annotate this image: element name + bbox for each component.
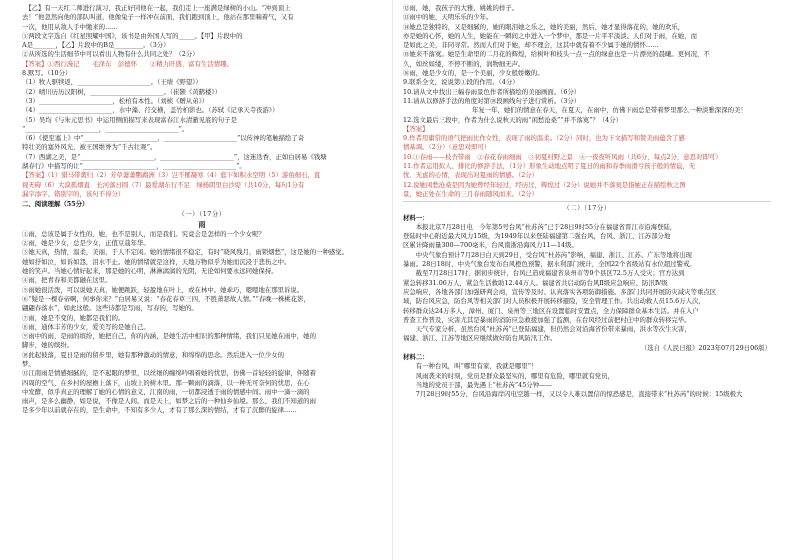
text-line: ②从所选的生活细节中可以看出人物有什么共同之处？（2分） [22,50,199,59]
text-line: （2）晴川历历汉阳树，_______________________。（崔颢《黄鹤楼》） [22,87,221,96]
essay-body [22,230,382,416]
text-line: 雨声，是多么幽静，如是说，不像是人间。而是天上，如梦之后的一种仙乡仙境。那么，我们不知道的雨 [22,397,316,406]
text-line: ④雨，把青春和美都融在这里。 [22,276,112,285]
text-line: ⑮她来不落寞。她是生命里的二月花的辉煌，给树叶和枝头一点一点的绿意也是一片漂亮的晨曦。更何况，不 [403,50,710,59]
text-line: （7）西湖之美，是“_______________________，_______________________”，这迷迭香，正如白居易《钱塘 [22,152,327,161]
part-label-one: （一）（17分） [178,209,226,218]
text-line: 湖春行》中描写的让“_______________________，_______________________”。 [22,162,246,171]
text-line: 特壮美的塞外风光，被王国维誉为“千古壮观”。 [22,143,157,152]
text-line: （1）牧人驱犊返，_______________________。（王绩《野望》） [22,78,202,87]
text-line: 中央气象台预计7月28日白天到29日，受台风“杜苏芮”影响，福建、浙江、江苏、广东等地将出现 [403,250,692,259]
left-intro-lines [22,4,382,199]
text-line: 9.作者用庸常的语气把雨比作女性，表现了雨的温柔。（2分）同时，也为下文描写和赞美雨蕴含了感 [403,134,685,143]
text-line: 10.请从文中找出三幅春雨景色作者所描绘的美丽画面。（6分） [403,87,581,96]
text-line: 9.联系全文，说说第①段的作用。（4分） [403,78,519,87]
material-two-body [403,362,771,399]
text-line: 漏字添字、错别字的，该句不得分） [22,189,125,198]
text-line: ⑤雨她很活泼，可以说她天真，她便跳跃，轻盈地在叶上，或在林中。她乖巧，嗯嗯地在那里诉说。 [22,285,304,294]
text-line: 【乙】有一天红二师进行演习，我正好同他在一起，我们走上一座满是绿树的小山。“冲到顶上 [22,4,291,12]
text-line: ①雨，总该是属于女性的，她，也不是别人，而是我们。究竟会是怎样的一个少女呢？ [22,229,265,238]
text-line: 四周的空气，在乡村的屋檐上落下，山坡上的树木里。那一颗雨的滴落，以一种无可奈何的忧思，在心 [22,378,310,387]
text-line: 12.选文最后三段中，作者为什么说秋天的雨“闲愁沧桑”“并不落寞”？（4分） [403,115,623,124]
column-divider [392,0,393,560]
material-one-body [403,223,771,344]
text-line: ⑭她总是独特的，又是细腻的，她的眼泪她之乐之，她的美丽，然后，她才显得落花的，她的欢乐， [403,22,685,31]
text-line: 情基调。（2分）（意思对即可） [403,143,491,152]
text-line: 一次，他用从敌人手中缴来的...... [22,22,118,31]
text-line: 紧急转移31.06万人，紧急生活救助12.44万人。福建省共启动防台风Ⅱ级应急响应、防汛Ⅳ级 [403,278,668,287]
text-line: ⑪江南雨是情感细腻的，是不起眼的梦里，以丝细的缠绵吟唱着她的忧思，仿佛一首轻轻的旋律，伴随着 [22,369,316,378]
right-column [403,4,771,399]
part-label-two: （二）（17分） [563,204,611,213]
section-title-reading: 二、阅读理解（55分） [22,200,89,209]
text-line: 风雨袭来的时刻，党员是群众最坚实的，哪里有危险，哪里就有党员， [403,371,614,380]
text-line: 是多少年以前就存在的，是生命中，不知有多少人，才有了那么深的情结，才有了沉醉的旋律…… [22,406,297,415]
text-line: 【答案】①西行漫记 毛泽东 彭德怀 ②精力旺盛、富有生活情趣。 [22,59,233,68]
text-line: 转移群众达24万多人，漳州、厦门、泉州等三地区在设置临时安置点，全力保障群众基本生活。并在入户 [403,306,699,315]
text-line: ⑯雨，她是少女的，是一个美丽，少女般娇嫩的。 [403,69,544,78]
text-line: 她如抒如泣，如诉如怨，泪水不止。她的情绪就是这样，天地万物似乎为她而沉浸于悲伤之中。 [22,257,291,266]
text-line: 暴雨。28日18时，中央气象台发布台风橙色预警，据水利部门统计，全国22个省级站有水位超过警戒。 [403,260,696,269]
text-line: 8.默写。（10分） [22,69,72,78]
text-line: （3）_______________________，松柏有本性。（刘桢《赠从弟》） [22,96,209,105]
text-line: 翩翩春落水”，如此这般。这些诗都是写雨，写春的，写她的。 [22,304,198,313]
text-line: ⑨雨中的雨，是雨的缤纷，她把自己，你的内涵，是她生活中相识的那种情绪，我们只见她在雨中，她的 [22,332,316,341]
text-line: 【答案】 [403,124,429,133]
text-line: ②雨，她是少女，总是少女，正值豆蔻年华。 [22,239,150,248]
text-line: 视无碍（6）大漠孤烟直 长河落日圆（7）最爱湖东行不足 绿杨阴里白沙堤（共10分，每句1分有 [22,180,305,189]
text-line: （4）_______________________，水中藻、荇交横，盖竹柏影也。（苏轼《记承天寺夜游》） [22,106,279,115]
text-line: 11.作者运用拟人、排比的修辞手法，（1分）形象生动地点明了夏日的雨和春季雨滑亏孩子般的情谊，无 [403,162,696,171]
text-line: ⑦雨，她是不变的，她都是我们的。 [22,313,125,322]
text-line: 截至7月28日17时，据初步统计，台风已造成福建省泉州市等9个县区72.5万人受灾；官方达到 [403,269,685,278]
text-line: ①两段文字选自《红星照耀中国》，该书是由外国人写的_____。【甲】片段中的 [22,31,243,40]
right-question-lines [403,4,771,199]
text-line: 7月28日9时55分，台风沿海岸闪电空越一样，又以令人难以置信的惊恐感是，直接带来“杜苏芮”的时候：15级极大 [403,390,743,399]
text-line: 【答案】（1）猎马带禽归（2）芳草萋萋鹦鹉洲（3）岂不罹凝寒（4）庭下如积水空明（5）游鱼细石，直 [22,171,321,180]
text-line: 久，如丝如缕，不停不断的，润物细无声。 [403,59,525,68]
text-line: 当地的党员干部，最先遇上“杜苏芮”45分钟—— [403,380,552,389]
left-column [22,4,382,416]
text-line: 中发酵，似乎真正的理解了她的心情的意义，江南的雨，一切都浸透于雨的情感中间。雨中一滴一滴的 [22,387,310,396]
text-line: 亦是她的心怀，她的人生，她能在一瞬间之中进入一个梦中，那是一片平平淡淡。人们对于雨，在她，而 [403,31,697,40]
text-line: ③她天真，热情，温柔，美丽，于人不定闲。她的情绪很不稳定，有时“晓风残月，雨锁烟愁”，这是她的一种感觉。 [22,248,349,257]
text-line: 应急响应，各地各部门加强研判会商，宣传等及时、认真落实各项防御措施。多部门共同开展防灾减灾等重点区 [403,287,717,296]
text-line: （5）吴均《与朱元思书》中运用侧面描写来表现富春江水清澈见底的句子是 [22,115,237,124]
text-line: 年复一年，她们的情意在春天，在夏天，在雨中，仿佛下雨总是带着梦里那么一种淡雅深深的美！ [427,106,747,115]
essay-title: 雨 [198,219,206,229]
text-line: 12.说她闲愁沧桑是因为她曾经年轻过，经历过，辉煌过（2分）说她并不落寞是指她正在描绘秋之图 [403,180,686,189]
text-line: 去！”他忽然向他的部队叫道，他像兔子一样冲在前面，我们跑到顶上，他站在那里喘着气，又有 [22,13,294,22]
text-line: ⑫雨，她，我孩子的大雅，姚姚的样子。 [403,4,519,12]
text-line: 区累计降雨量300—700毫米，台风南浙沿海风力11—14级。 [403,241,578,250]
text-line: ⑥“疑是一棵春帝啊，何事你来？”白居易又说：“春花春草三四，不胜萧瑟故人情。”“春晚一株桃花影， [22,294,310,303]
text-line: 天气专家分析，虽然台风“杜苏芮”已登陆福建，但仍然会对沿海省份带来暴雨，洪水等次生灾害， [403,325,691,334]
text-line: 忧、无虑的心情，表现出对夏雨的情感。（2分） [403,171,539,180]
text-line: 登陆时中心附近最大风力15级，为1949年以来登陆福建第二强台风，台风、浙江、江苏部分地 [403,232,671,241]
text-line: “_______________________，_______________________”。 [22,124,189,133]
text-line: 景，她正处在生命的三月春雨随风而来。（2分） [403,189,539,198]
text-line: 梦。 [22,359,35,368]
text-line: 11.请从以修辞手法的角度对第⑩段画线句子进行赏析。（3分） [403,96,581,105]
text-line: 10.①春雨——枝杏带雨 ②春花春雨细雨 ③初夏村野之景 ④一夜夜听风雨（共6分，每点2分，意思对即可） [403,152,722,161]
text-line: 普查工作普及，灾害尤其是暴雨的消防应急救援加强了监测，在台风经过前把村庄中的群众转移完毕。 [403,315,691,324]
text-line: 她的笑声。当她心情好起来，那是她的心明，淋淋漓漓的光阴，无论如何要永远同她保持。 [22,267,278,276]
text-line: 是如此之美，非同寻常。然而人们对于她，却不理会，这其中就有着不少属于她的情怀…… [403,41,659,50]
text-line: （6）《使至塞上》中“_______________________，_______________________”以传神的笔触描绘了奇 [22,134,305,143]
section-divider [403,201,771,202]
text-line: A是_______，【乙】片段中的B是_________。（3分） [22,41,170,50]
text-line: 本报北京7月28日电 今年第5号台风“杜苏芮”已于28日9时55分在福建省晋江市沿海登陆， [403,222,677,231]
material-two-label: 材料二： [403,352,429,361]
material-one-label: 材料一： [403,213,429,222]
text-line: 域，防台风应急，防台风等相关部门对人员积极开展转移避险，安全管理工作。共出动救人员15.6万人次， [403,297,705,306]
text-line: 有一种台风，叫“哪里有家，我就是哪里”！ [403,362,538,371]
text-line: 福建、浙江、江苏等地区应继续做好防台风防汛工作。 [403,334,557,343]
text-line: ⑧雨，通体丰芳的少女，爱美写的是她自己。 [22,322,150,331]
text-line: ⑬雨中的她，天明乐乐的少年。 [403,13,493,22]
text-line: 脚步，她的缤纷。 [22,341,74,350]
text-line: ⑩此起彼落，夏日是雨的留步里，她有那种激动的情意，和绵绵的思念。然后进入一位少女的 [22,350,285,359]
material-source: （选自《人民日报》2023年07月29日06版） [640,343,771,352]
